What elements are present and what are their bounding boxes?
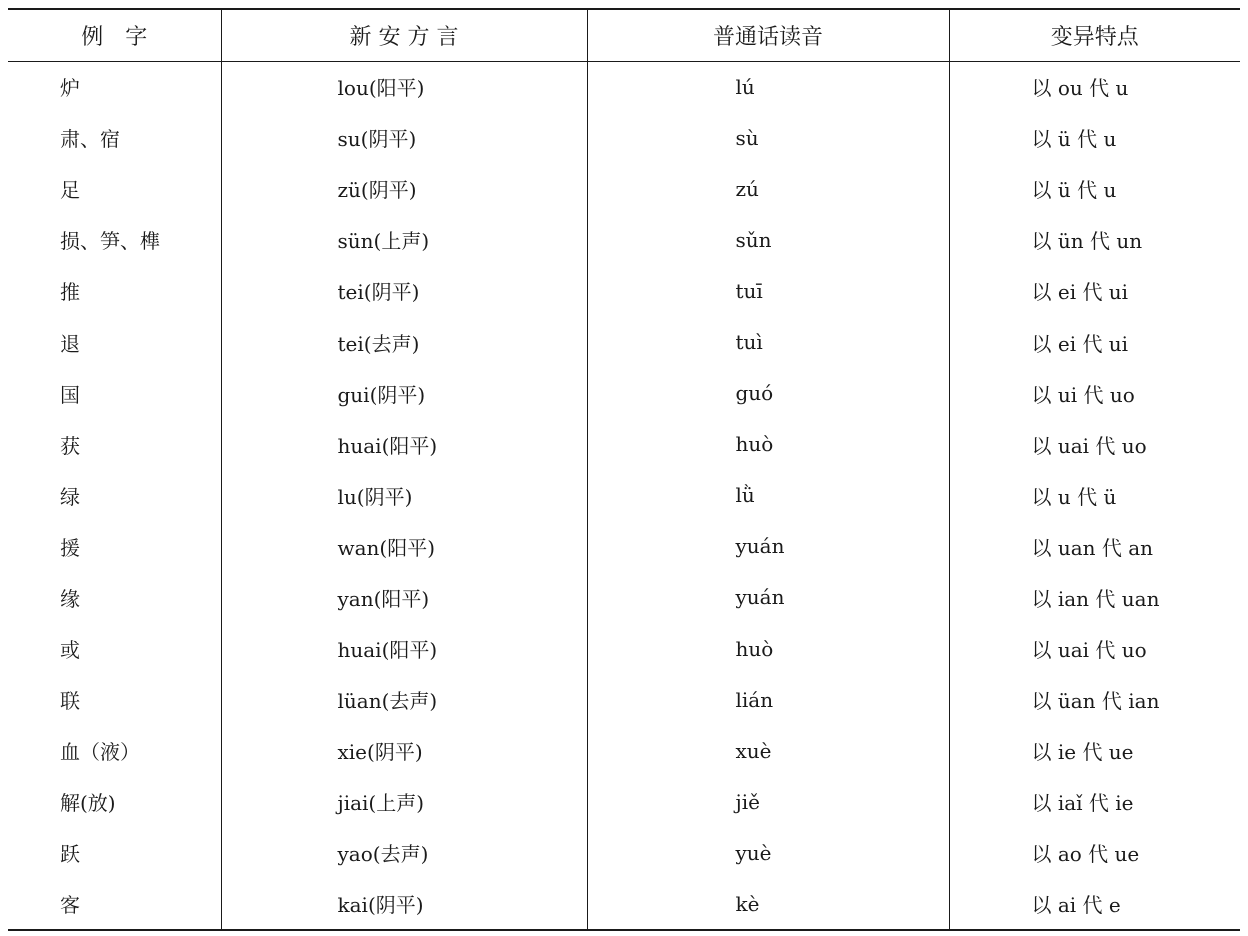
cell-variation-feature: 以 ie 代 ue <box>949 725 1240 776</box>
cell-example-char: 退 <box>60 331 80 356</box>
cell-example-char: 缘 <box>60 586 80 611</box>
cell-standard-reading: sù <box>587 112 949 163</box>
cell-standard-reading: huò <box>587 419 949 470</box>
table-row <box>8 521 1240 572</box>
table-row <box>8 674 1240 725</box>
cell-variation-feature: 以 ou 代 u <box>949 61 1240 112</box>
cell-variation-feature: 以 uai 代 uo <box>949 623 1240 674</box>
header-example-char: 例 字 <box>81 24 148 50</box>
cell-dialect-reading: zü(阴平) <box>221 163 587 214</box>
cell-variation-feature: 以 ui 代 uo <box>949 368 1240 419</box>
cell-variation-feature: 以 iaǐ 代 ie <box>949 776 1240 827</box>
table-row <box>8 214 1240 265</box>
cell-example-char: 血（液） <box>60 740 140 765</box>
cell-dialect-reading: jiai(上声) <box>221 776 587 827</box>
cell-standard-reading: guó <box>587 368 949 419</box>
cell-standard-reading: sǔn <box>587 214 949 265</box>
cell-dialect-reading: xie(阴平) <box>221 725 587 776</box>
cell-dialect-reading: sün(上声) <box>221 214 587 265</box>
dialect-comparison-table <box>8 8 1240 931</box>
cell-example-char: 或 <box>60 638 80 663</box>
cell-dialect-reading: gui(阴平) <box>221 368 587 419</box>
table-row <box>8 163 1240 214</box>
cell-dialect-reading: huai(阳平) <box>221 623 587 674</box>
cell-variation-feature: 以 u 代 ü <box>949 470 1240 521</box>
cell-standard-reading: xuè <box>587 725 949 776</box>
cell-standard-reading: huò <box>587 623 949 674</box>
table-row <box>8 61 1240 112</box>
cell-dialect-reading: yan(阳平) <box>221 572 587 623</box>
cell-example-char: 损、笋、榫 <box>60 229 160 254</box>
cell-dialect-reading: huai(阳平) <box>221 419 587 470</box>
dialect-table-container <box>8 8 1240 931</box>
cell-variation-feature: 以 ei 代 ui <box>949 265 1240 316</box>
table-row <box>8 368 1240 419</box>
cell-variation-feature: 以 uai 代 uo <box>949 419 1240 470</box>
cell-variation-feature: 以 ü 代 u <box>949 163 1240 214</box>
cell-example-char: 肃、宿 <box>60 127 120 152</box>
cell-example-char: 客 <box>60 893 80 918</box>
cell-dialect-reading: tei(去声) <box>221 316 587 367</box>
cell-standard-reading: lǜ <box>587 470 949 521</box>
table-row <box>8 316 1240 367</box>
cell-example-char: 获 <box>60 433 80 458</box>
cell-dialect-reading: lu(阴平) <box>221 470 587 521</box>
header-row <box>8 9 1240 61</box>
header-standard-pronunciation: 普通话读音 <box>587 9 949 61</box>
cell-example-char: 援 <box>60 535 80 560</box>
cell-variation-feature: 以 üan 代 ian <box>949 674 1240 725</box>
cell-example-char: 推 <box>60 280 80 305</box>
table-row <box>8 112 1240 163</box>
cell-example-char: 绿 <box>60 484 80 509</box>
cell-variation-feature: 以 ian 代 uan <box>949 572 1240 623</box>
cell-example-char: 炉 <box>60 76 80 101</box>
cell-standard-reading: yuán <box>587 521 949 572</box>
cell-example-char: 国 <box>60 382 80 407</box>
table-row <box>8 827 1240 878</box>
cell-variation-feature: 以 ao 代 ue <box>949 827 1240 878</box>
table-row <box>8 725 1240 776</box>
header-variation-feature: 变异特点 <box>949 9 1240 61</box>
cell-variation-feature: 以 ai 代 e <box>949 879 1240 930</box>
table-row <box>8 879 1240 930</box>
cell-dialect-reading: lüan(去声) <box>221 674 587 725</box>
cell-standard-reading: yuán <box>587 572 949 623</box>
cell-standard-reading: yuè <box>587 827 949 878</box>
cell-standard-reading: tuì <box>587 316 949 367</box>
cell-standard-reading: lián <box>587 674 949 725</box>
table-row <box>8 470 1240 521</box>
cell-example-char: 足 <box>60 178 80 203</box>
cell-dialect-reading: kai(阴平) <box>221 879 587 930</box>
cell-standard-reading: kè <box>587 879 949 930</box>
cell-standard-reading: jiě <box>587 776 949 827</box>
cell-variation-feature: 以 ün 代 un <box>949 214 1240 265</box>
cell-dialect-reading: lou(阳平) <box>221 61 587 112</box>
table-row <box>8 623 1240 674</box>
cell-standard-reading: zú <box>587 163 949 214</box>
cell-variation-feature: 以 ü 代 u <box>949 112 1240 163</box>
cell-example-char: 解(放) <box>60 791 116 816</box>
cell-variation-feature: 以 uan 代 an <box>949 521 1240 572</box>
table-header <box>8 9 1240 61</box>
cell-dialect-reading: yao(去声) <box>221 827 587 878</box>
table-row <box>8 265 1240 316</box>
header-xinan-dialect: 新 安 方 言 <box>221 9 587 61</box>
cell-standard-reading: lú <box>587 61 949 112</box>
cell-standard-reading: tuī <box>587 265 949 316</box>
cell-dialect-reading: su(阴平) <box>221 112 587 163</box>
cell-dialect-reading: tei(阴平) <box>221 265 587 316</box>
table-row <box>8 572 1240 623</box>
cell-example-char: 联 <box>60 689 80 714</box>
table-row <box>8 776 1240 827</box>
cell-variation-feature: 以 ei 代 ui <box>949 316 1240 367</box>
table-row <box>8 419 1240 470</box>
table-body <box>8 61 1240 930</box>
cell-example-char: 跃 <box>60 842 80 867</box>
cell-dialect-reading: wan(阳平) <box>221 521 587 572</box>
